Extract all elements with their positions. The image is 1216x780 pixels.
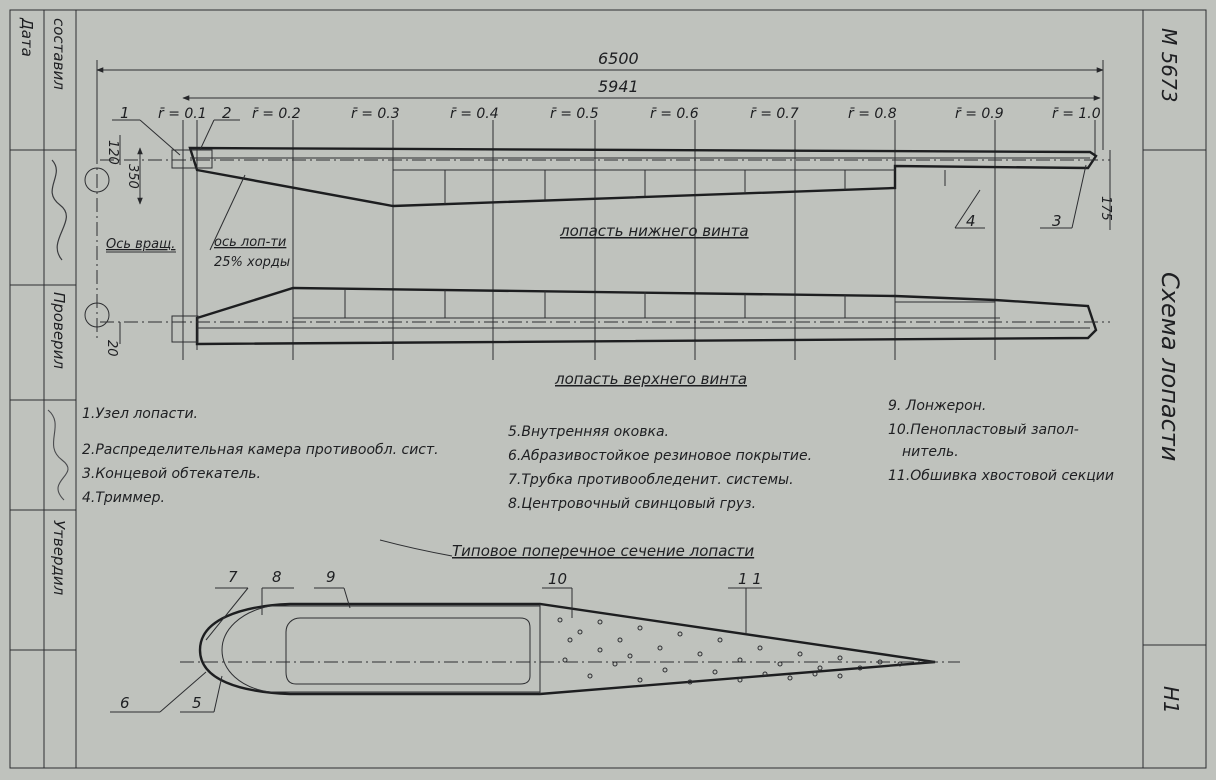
station-label: r̄ = 0.3 [351,106,400,122]
callout-2: 2 [222,104,232,122]
dim-20: 20 [104,340,119,357]
legend-item: 2.Распределительная камера противообл. сист. [82,442,439,458]
station-label: r̄ = 0.6 [650,106,699,122]
station-label: r̄ = 0.5 [550,106,599,122]
callout-9: 9 [326,568,336,586]
station-label: r̄ = 0.8 [848,106,897,122]
legend-item: 11.Обшивка хвостовой секции [888,468,1114,484]
blade-axis-label: ось лоп-ти [214,235,287,250]
station-label: r̄ = 0.4 [450,106,499,122]
station-label: r̄ = 0.2 [252,106,301,122]
station-label: r̄ = 0.9 [955,106,1004,122]
legend-item: 4.Триммер. [82,490,165,506]
legend-item: 1.Узел лопасти. [82,406,198,422]
callout-7: 7 [228,568,238,586]
lower-blade-label: лопасть нижнего винта [560,222,749,240]
section-title: Типовое поперечное сечение лопасти [452,542,755,560]
approved-label: Утвердил [50,520,68,596]
legend-item: 10.Пенопластовый запол- [888,422,1079,438]
dim-120: 120 [105,140,120,165]
legend-item: 5.Внутренняя оковка. [508,424,669,440]
station-label: r̄ = 0.7 [750,106,799,122]
sheet-code: М 5673 [1157,28,1181,103]
legend-item: 8.Центровочный свинцовый груз. [508,496,757,512]
legend-item: 7.Трубка противообледенит. системы. [508,472,794,488]
upper-blade-label: лопасть верхнего винта [555,370,748,388]
dim-overall: 6500 [598,49,639,68]
sheet-number: Н1 [1159,686,1183,714]
station-label: r̄ = 0.1 [158,106,207,122]
callout-8: 8 [272,568,282,586]
callout-3: 3 [1052,212,1062,230]
legend-item: нитель. [902,444,959,460]
dim-working: 5941 [598,77,639,96]
callout-5: 5 [192,694,202,712]
callout-6: 6 [120,694,130,712]
callout-1: 1 [120,104,130,122]
callout-11: 1 1 [738,570,762,588]
legend-item: 6.Абразивостойкое резиновое покрытие. [508,448,813,464]
composed-label: составил [50,18,68,90]
rotation-axis-label: Ось вращ. [106,237,176,252]
legend-item: 9. Лонжерон. [888,398,987,414]
legend-item: 3.Концевой обтекатель. [82,466,261,482]
callout-4: 4 [966,212,976,230]
sheet-title: Схема лопасти [1156,272,1184,462]
station-label: r̄ = 1.0 [1052,106,1101,122]
checked-label: Проверил [50,292,68,369]
date-label: Дата [18,18,36,57]
callout-10: 10 [548,570,568,588]
dim-175: 175 [1098,196,1113,221]
dim-350: 350 [125,164,140,189]
blade-axis-chord-label: 25% хорды [214,255,291,270]
